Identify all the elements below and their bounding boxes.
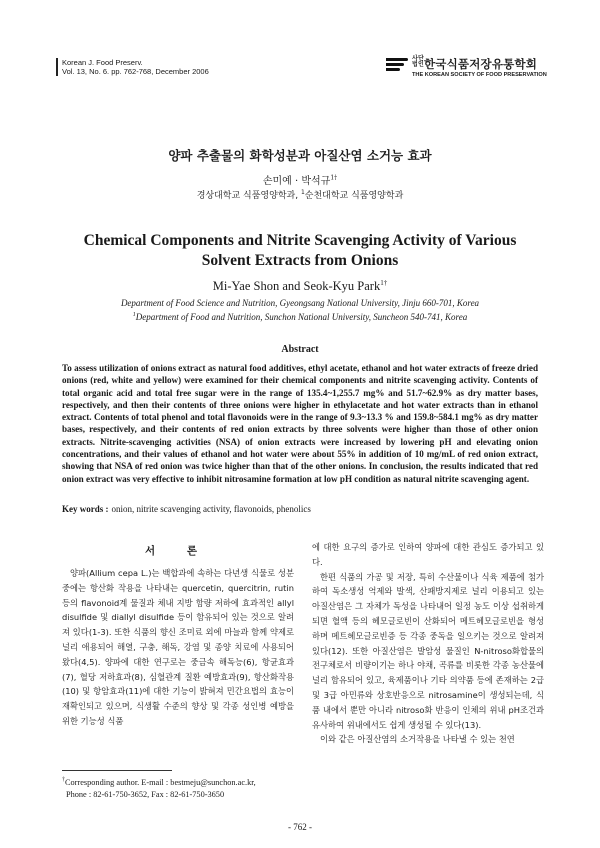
journal-citation [56,58,209,76]
keywords-label: Key words : [62,504,109,514]
body-right-column [312,540,544,747]
journal-volume: Vol. 13, No. 6. pp. 762-768, December 2006 [62,67,209,76]
society-logo-icon [386,58,408,76]
korean-authors: 손미예 · 박석규$^{1\dagger}$ [262,174,338,187]
english-authors: Mi-Yae Shon and Seok-Kyu Park$^{1\dagger}$ [212,279,388,294]
korean-affiliation: 경상대학교 식품영양학과, $^1$순천대학교 식품영양학과 [196,189,404,201]
page-number: - 762 - [288,822,312,832]
society-prefix: 사단 법인 [412,55,424,68]
body-paragraph: 에 대한 요구의 증가로 인하여 양파에 대한 관심도 증가되고 있다. [312,542,544,567]
body-paragraph: 한편 식품의 가공 및 저장, 특히 수산물이나 식육 제품에 첨가하여 독소생성 억제와 발색, 산패방지제로 널리 이용되고 있는 아질산염은 그 자체가 독성을 나타내어 일정 농도 이상 섭취하게 되면 혈액 등의 헤모글로빈이 산화되어 메트헤모글로빈을 형성하며 메트헤모글로빈증 등 각종 중독을 일으키는 것으로 알려져 있다(12). 또한 아질산염은 발암성 물질인 N-nitroso화합물의 전구체로서 비량이기는 하나 야채, 곡류를 비롯한 각종 농산물에 널리 함유되어 있고, 육제품이나 기타 의약품 등에 존재하는 2급 및 3급 아민류와 상호반응으로 nitrosamine이 생성되는데, 식품 내에서 뿐만 아니라 nitroso화 반응이 인체의 위내 pH조건과 유사하여 위내에서도 쉽게 생성될 수 있다(13). [312,571,544,730]
body-paragraph: 양파(Allium cepa L.)는 백합과에 속하는 다년생 식물로 성분 중에는 항산화 작용을 나타내는 quercetin, quercitrin, rutin 등의 flavonoid계 물질과 체내 지방 함량 저하에 효과적인 allyl disulfide 및 diallyl disulfide 등이 함유되어 있는 것으로 알려져 있다(1-3). 또한 식품의 향신 조미료 외에 마늘과 함께 약제로 널리 애용되어 해열, 구충, 해독, 강염 및 종양 치료에 사용되어 왔다(4,5). 양파에 대한 연구로는 중금속 해독능(6), 항균효과(7), 혈당 저하효과(8), 심혈관계 질환 예방효과(9), 항산화작용(10) 및 항암효과(11)에 대한 기능이 밝혀져 민간요법의 효능이 재확인되고 있으며, 식생활 수준의 향상 및 각종 성인병 예방을 위한 기능성 식품 [62,568,294,726]
footnote: †Corresponding author. E-mail : bestmeju@sunchon.ac.kr, Phone : 82-61-750-3652, Fax : 82-61-750-3650 [62,777,256,799]
footnote-divider [62,770,172,771]
body-left-column [62,566,294,729]
journal-name: Korean J. Food Preserv. [62,58,143,67]
keywords [62,504,538,514]
abstract-heading: Abstract [281,344,319,355]
section-heading: 서 론 [145,545,211,557]
body-paragraph: 이와 같은 아질산염의 소거작용을 나타낼 수 있는 천연 [320,734,515,745]
society-name-en: THE KOREAN SOCIETY OF FOOD PRESERVATION [412,72,547,78]
english-title: Chemical Components and Nitrite Scavenging Activity of Various Solvent Extracts from Onions [83,232,517,269]
society-header [386,56,558,82]
english-affiliation: Department of Food Science and Nutrition, Gyeongsang National University, Jinju 660-701, Korea $^1$Department of Food and Nutrition, Sunchon National University, Suncheon 540-741, Korea [120,298,480,322]
abstract-text: To assess utilization of onions extract as natural food additives, ethyl acetate, ethanol and hot water extracts of freeze dried onions (red, white and yellow) were examined for their chemical components and nitrite scavenging activity. Contents of total organic acid and total free sugar were in the range of 135.4~1,255.7 mg% and 51.7~62.9% as dry matter bases, respectively, and then their contents of three onions were higher in ethylacetate and hot water extracts than in ethanol extract. Contents of total phenol and total flavonoids were in the range of 9.3~13.3 % and 159.8~584.1 mg% as dry matter bases, respectively, and their contents of red onion extracts by three solvents were higher than those of other onion extracts. Nitrite-scavenging activities (NSA) of onion extracts were increased by lowering pH and elevating onion concentrations, and their values of ethanol and hot water were about 55% in addition of 10 mg/mL of red onion extract, showing that NSA of red onion was twice higher than that of the other onions. In conclusion, the results indicated that red onion extract was very effective to inhibit nitrosamine formation at low pH condition as natural nitrite scavenging agent. [62,363,538,484]
keywords-text: onion, nitrite scavenging activity, flavonoids, phenolics [111,504,311,514]
korean-title: 양파 추출물의 화학성분과 아질산염 소거능 효과 [168,148,432,163]
society-name-kr: 사단 법인한국식품저장유통학회 [412,55,538,71]
